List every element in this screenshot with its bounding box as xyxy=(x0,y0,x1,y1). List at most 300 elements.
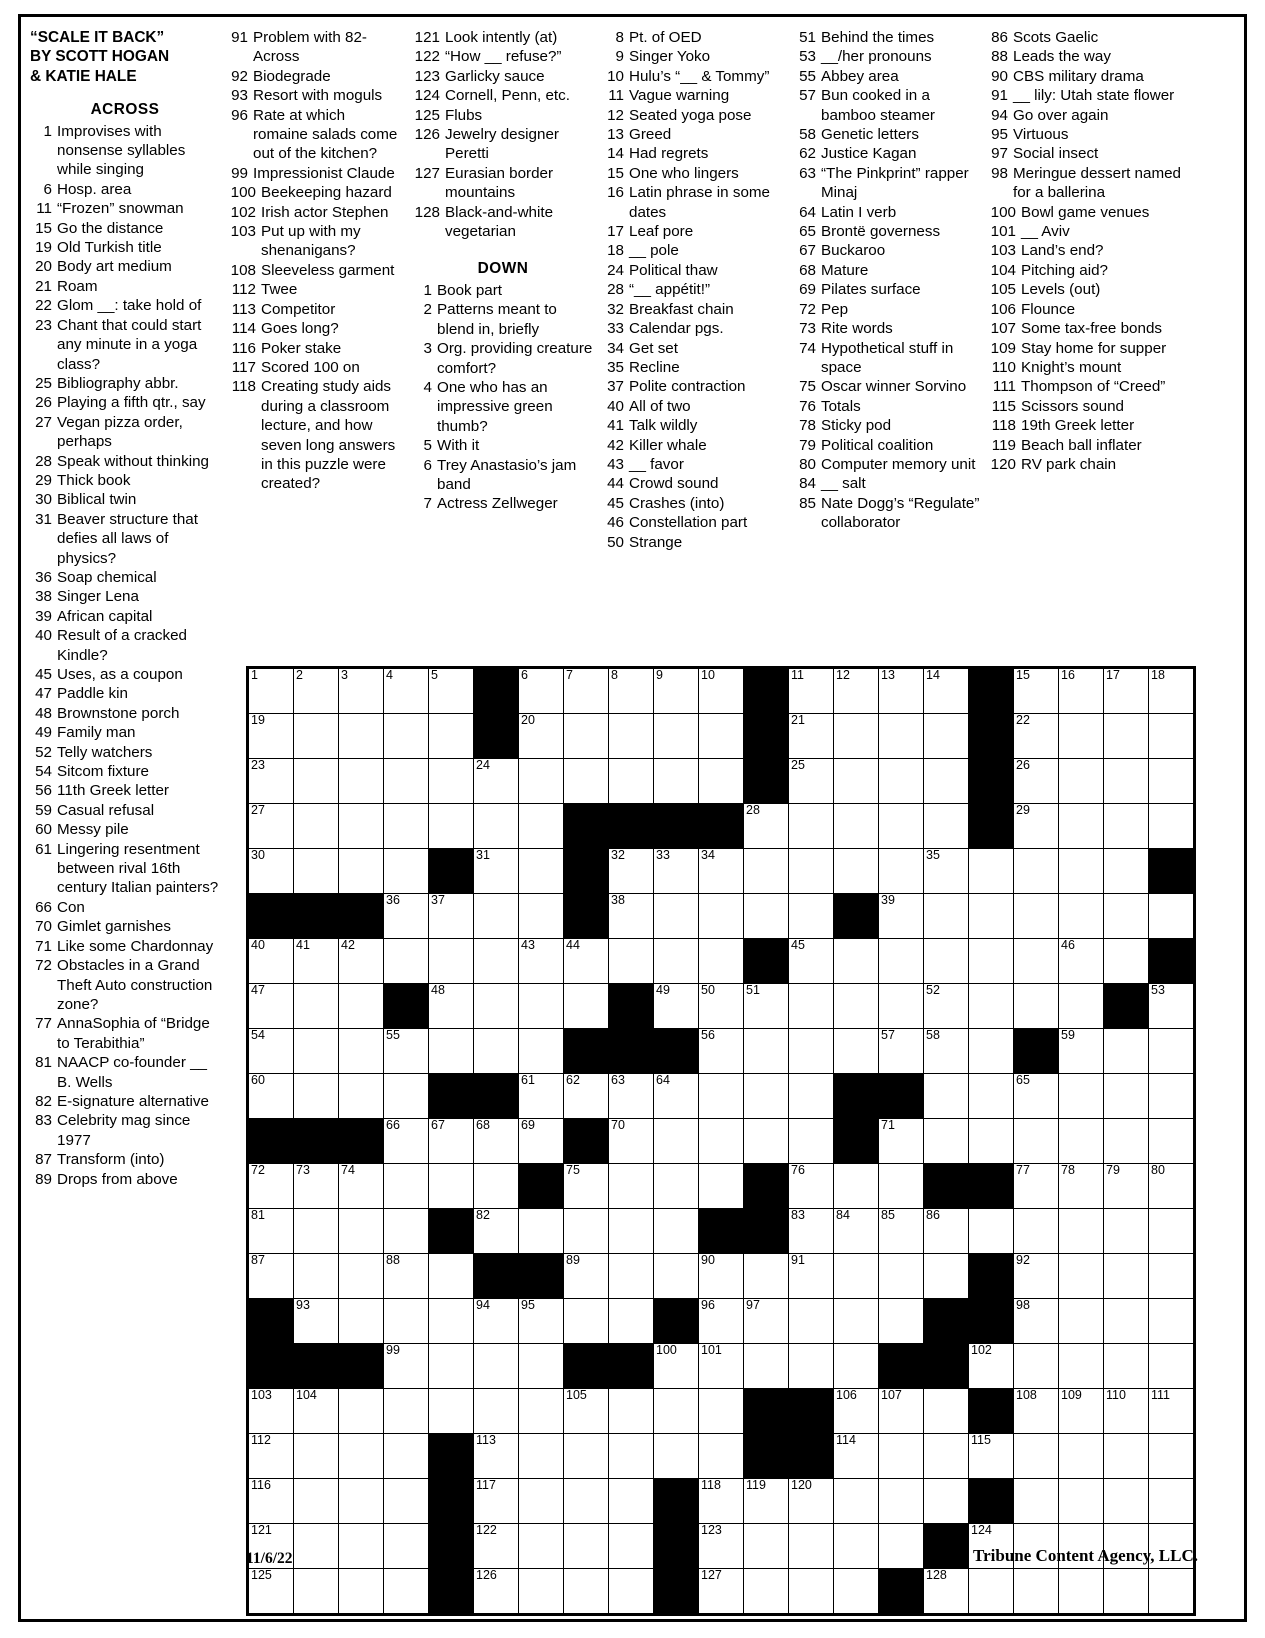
grid-cell[interactable] xyxy=(924,1029,969,1074)
grid-cell[interactable] xyxy=(1104,1119,1149,1164)
grid-cell[interactable] xyxy=(834,1389,879,1434)
grid-cell[interactable] xyxy=(924,1389,969,1434)
grid-cell[interactable] xyxy=(744,1119,789,1164)
grid-cell[interactable] xyxy=(789,1209,834,1254)
grid-cell[interactable] xyxy=(789,1119,834,1164)
grid-cell[interactable] xyxy=(1149,1569,1194,1614)
grid-cell[interactable] xyxy=(249,849,294,894)
grid-cell[interactable] xyxy=(834,1209,879,1254)
grid-cell[interactable] xyxy=(339,669,384,714)
grid-cell[interactable] xyxy=(744,1254,789,1299)
grid-cell[interactable] xyxy=(1104,759,1149,804)
grid-cell[interactable] xyxy=(1104,804,1149,849)
grid-cell[interactable] xyxy=(834,714,879,759)
grid-cell[interactable] xyxy=(1149,1209,1194,1254)
grid-cell[interactable] xyxy=(879,1164,924,1209)
grid-cell[interactable] xyxy=(339,759,384,804)
grid-cell[interactable] xyxy=(1104,939,1149,984)
grid-cell[interactable] xyxy=(294,1479,339,1524)
grid-cell[interactable] xyxy=(969,939,1014,984)
grid-cell[interactable] xyxy=(789,669,834,714)
grid-cell[interactable] xyxy=(609,1389,654,1434)
grid-cell[interactable] xyxy=(339,804,384,849)
grid-cell[interactable] xyxy=(1104,1434,1149,1479)
grid-cell[interactable] xyxy=(1149,804,1194,849)
grid-cell[interactable] xyxy=(924,1479,969,1524)
grid-cell[interactable] xyxy=(1014,1209,1059,1254)
grid-cell[interactable] xyxy=(879,669,924,714)
grid-cell[interactable] xyxy=(654,1254,699,1299)
grid-cell[interactable] xyxy=(339,1164,384,1209)
grid-cell[interactable] xyxy=(384,1299,429,1344)
grid-cell[interactable] xyxy=(744,1524,789,1569)
grid-cell[interactable] xyxy=(1149,1254,1194,1299)
grid-cell[interactable] xyxy=(384,714,429,759)
grid-cell[interactable] xyxy=(789,1254,834,1299)
grid-cell[interactable] xyxy=(384,1569,429,1614)
grid-cell[interactable] xyxy=(1014,1434,1059,1479)
grid-cell[interactable] xyxy=(519,894,564,939)
grid-cell[interactable] xyxy=(969,1569,1014,1614)
grid-cell[interactable] xyxy=(1104,1254,1149,1299)
grid-cell[interactable] xyxy=(654,1119,699,1164)
grid-cell[interactable] xyxy=(519,1209,564,1254)
grid-cell[interactable] xyxy=(294,1164,339,1209)
grid-cell[interactable] xyxy=(564,1074,609,1119)
grid-cell[interactable] xyxy=(429,1254,474,1299)
grid-cell[interactable] xyxy=(1059,669,1104,714)
grid-cell[interactable] xyxy=(654,984,699,1029)
grid-cell[interactable] xyxy=(339,1434,384,1479)
grid-cell[interactable] xyxy=(249,804,294,849)
grid-cell[interactable] xyxy=(1014,1164,1059,1209)
grid-cell[interactable] xyxy=(1059,1119,1104,1164)
grid-cell[interactable] xyxy=(699,849,744,894)
grid-cell[interactable] xyxy=(1014,1299,1059,1344)
grid-cell[interactable] xyxy=(294,1029,339,1074)
grid-cell[interactable] xyxy=(384,939,429,984)
grid-cell[interactable] xyxy=(834,1479,879,1524)
grid-cell[interactable] xyxy=(1014,1074,1059,1119)
grid-cell[interactable] xyxy=(699,1389,744,1434)
grid-cell[interactable] xyxy=(564,1209,609,1254)
grid-cell[interactable] xyxy=(294,1254,339,1299)
grid-cell[interactable] xyxy=(474,1209,519,1254)
grid-cell[interactable] xyxy=(879,1254,924,1299)
grid-cell[interactable] xyxy=(834,1344,879,1389)
grid-cell[interactable] xyxy=(744,1479,789,1524)
grid-cell[interactable] xyxy=(924,939,969,984)
grid-cell[interactable] xyxy=(969,984,1014,1029)
grid-cell[interactable] xyxy=(834,1164,879,1209)
grid-cell[interactable] xyxy=(879,939,924,984)
grid-cell[interactable] xyxy=(1059,1434,1104,1479)
grid-cell[interactable] xyxy=(879,894,924,939)
grid-cell[interactable] xyxy=(1104,1074,1149,1119)
grid-cell[interactable] xyxy=(699,1524,744,1569)
grid-cell[interactable] xyxy=(924,1569,969,1614)
grid-cell[interactable] xyxy=(1014,1344,1059,1389)
grid-cell[interactable] xyxy=(699,1299,744,1344)
grid-cell[interactable] xyxy=(339,849,384,894)
grid-cell[interactable] xyxy=(519,1119,564,1164)
grid-cell[interactable] xyxy=(249,984,294,1029)
grid-cell[interactable] xyxy=(1059,759,1104,804)
grid-cell[interactable] xyxy=(1059,1479,1104,1524)
grid-cell[interactable] xyxy=(384,669,429,714)
grid-cell[interactable] xyxy=(654,759,699,804)
grid-cell[interactable] xyxy=(384,1524,429,1569)
grid-cell[interactable] xyxy=(429,939,474,984)
grid-cell[interactable] xyxy=(654,714,699,759)
grid-cell[interactable] xyxy=(1149,1299,1194,1344)
grid-cell[interactable] xyxy=(1014,849,1059,894)
grid-cell[interactable] xyxy=(339,1479,384,1524)
grid-cell[interactable] xyxy=(1104,669,1149,714)
grid-cell[interactable] xyxy=(924,1209,969,1254)
grid-cell[interactable] xyxy=(384,849,429,894)
grid-cell[interactable] xyxy=(969,1119,1014,1164)
grid-cell[interactable] xyxy=(924,669,969,714)
crossword-grid[interactable] xyxy=(246,666,1196,1616)
grid-cell[interactable] xyxy=(384,1389,429,1434)
grid-cell[interactable] xyxy=(1014,1254,1059,1299)
grid-cell[interactable] xyxy=(474,1569,519,1614)
grid-cell[interactable] xyxy=(1104,1029,1149,1074)
grid-cell[interactable] xyxy=(519,714,564,759)
grid-cell[interactable] xyxy=(1104,1344,1149,1389)
grid-cell[interactable] xyxy=(1149,1434,1194,1479)
grid-cell[interactable] xyxy=(249,1074,294,1119)
grid-cell[interactable] xyxy=(564,1524,609,1569)
grid-cell[interactable] xyxy=(699,939,744,984)
grid-cell[interactable] xyxy=(609,939,654,984)
grid-cell[interactable] xyxy=(699,669,744,714)
grid-cell[interactable] xyxy=(564,939,609,984)
grid-cell[interactable] xyxy=(789,1164,834,1209)
grid-cell[interactable] xyxy=(744,804,789,849)
grid-cell[interactable] xyxy=(609,1254,654,1299)
grid-cell[interactable] xyxy=(1104,894,1149,939)
grid-cell[interactable] xyxy=(1149,714,1194,759)
grid-cell[interactable] xyxy=(744,1299,789,1344)
grid-cell[interactable] xyxy=(924,849,969,894)
grid-cell[interactable] xyxy=(1059,1164,1104,1209)
grid-cell[interactable] xyxy=(474,1164,519,1209)
grid-cell[interactable] xyxy=(654,1389,699,1434)
grid-cell[interactable] xyxy=(789,1479,834,1524)
grid-cell[interactable] xyxy=(429,1344,474,1389)
grid-cell[interactable] xyxy=(699,1164,744,1209)
grid-cell[interactable] xyxy=(1149,1029,1194,1074)
grid-cell[interactable] xyxy=(924,984,969,1029)
grid-cell[interactable] xyxy=(789,1029,834,1074)
grid-cell[interactable] xyxy=(924,1074,969,1119)
grid-cell[interactable] xyxy=(249,714,294,759)
grid-cell[interactable] xyxy=(294,1074,339,1119)
grid-cell[interactable] xyxy=(519,1524,564,1569)
grid-cell[interactable] xyxy=(339,1254,384,1299)
grid-cell[interactable] xyxy=(1059,984,1104,1029)
grid-cell[interactable] xyxy=(339,939,384,984)
grid-cell[interactable] xyxy=(384,1119,429,1164)
grid-cell[interactable] xyxy=(1149,669,1194,714)
grid-cell[interactable] xyxy=(789,939,834,984)
grid-cell[interactable] xyxy=(1149,1164,1194,1209)
grid-cell[interactable] xyxy=(654,669,699,714)
grid-cell[interactable] xyxy=(789,1074,834,1119)
grid-cell[interactable] xyxy=(384,1029,429,1074)
grid-cell[interactable] xyxy=(969,1434,1014,1479)
grid-cell[interactable] xyxy=(609,1299,654,1344)
grid-cell[interactable] xyxy=(339,1299,384,1344)
grid-cell[interactable] xyxy=(699,1569,744,1614)
grid-cell[interactable] xyxy=(699,984,744,1029)
grid-cell[interactable] xyxy=(609,1164,654,1209)
grid-cell[interactable] xyxy=(1104,714,1149,759)
grid-cell[interactable] xyxy=(339,1074,384,1119)
grid-cell[interactable] xyxy=(339,714,384,759)
grid-cell[interactable] xyxy=(969,1029,1014,1074)
grid-cell[interactable] xyxy=(969,1344,1014,1389)
grid-cell[interactable] xyxy=(1059,939,1104,984)
grid-cell[interactable] xyxy=(609,1209,654,1254)
grid-cell[interactable] xyxy=(699,1434,744,1479)
grid-cell[interactable] xyxy=(744,1029,789,1074)
grid-cell[interactable] xyxy=(654,939,699,984)
grid-cell[interactable] xyxy=(294,849,339,894)
grid-cell[interactable] xyxy=(474,1119,519,1164)
grid-cell[interactable] xyxy=(384,759,429,804)
grid-cell[interactable] xyxy=(1059,894,1104,939)
grid-cell[interactable] xyxy=(744,984,789,1029)
grid-cell[interactable] xyxy=(789,1299,834,1344)
grid-cell[interactable] xyxy=(609,714,654,759)
grid-cell[interactable] xyxy=(834,1029,879,1074)
grid-cell[interactable] xyxy=(699,1029,744,1074)
grid-cell[interactable] xyxy=(924,1119,969,1164)
grid-cell[interactable] xyxy=(384,1164,429,1209)
grid-cell[interactable] xyxy=(1059,1209,1104,1254)
grid-cell[interactable] xyxy=(699,1479,744,1524)
grid-cell[interactable] xyxy=(1149,1479,1194,1524)
grid-cell[interactable] xyxy=(294,714,339,759)
grid-cell[interactable] xyxy=(564,1164,609,1209)
grid-cell[interactable] xyxy=(924,759,969,804)
grid-cell[interactable] xyxy=(339,1209,384,1254)
grid-cell[interactable] xyxy=(1104,1569,1149,1614)
grid-cell[interactable] xyxy=(1104,1299,1149,1344)
grid-cell[interactable] xyxy=(474,1344,519,1389)
grid-cell[interactable] xyxy=(834,939,879,984)
grid-cell[interactable] xyxy=(474,939,519,984)
grid-cell[interactable] xyxy=(429,1119,474,1164)
grid-cell[interactable] xyxy=(1014,804,1059,849)
grid-cell[interactable] xyxy=(834,849,879,894)
grid-cell[interactable] xyxy=(519,669,564,714)
grid-cell[interactable] xyxy=(789,714,834,759)
grid-cell[interactable] xyxy=(1014,714,1059,759)
grid-cell[interactable] xyxy=(654,894,699,939)
grid-cell[interactable] xyxy=(1104,1479,1149,1524)
grid-cell[interactable] xyxy=(519,1299,564,1344)
grid-cell[interactable] xyxy=(249,1209,294,1254)
grid-cell[interactable] xyxy=(249,1389,294,1434)
grid-cell[interactable] xyxy=(519,1344,564,1389)
grid-cell[interactable] xyxy=(609,1434,654,1479)
grid-cell[interactable] xyxy=(654,1164,699,1209)
grid-cell[interactable] xyxy=(1059,1029,1104,1074)
grid-cell[interactable] xyxy=(879,1389,924,1434)
grid-cell[interactable] xyxy=(789,984,834,1029)
grid-cell[interactable] xyxy=(1104,1209,1149,1254)
grid-cell[interactable] xyxy=(429,759,474,804)
grid-cell[interactable] xyxy=(294,939,339,984)
grid-cell[interactable] xyxy=(1059,804,1104,849)
grid-cell[interactable] xyxy=(474,1029,519,1074)
grid-cell[interactable] xyxy=(654,1209,699,1254)
grid-cell[interactable] xyxy=(609,759,654,804)
grid-cell[interactable] xyxy=(339,984,384,1029)
grid-cell[interactable] xyxy=(249,1479,294,1524)
grid-cell[interactable] xyxy=(1149,1119,1194,1164)
grid-cell[interactable] xyxy=(879,804,924,849)
grid-cell[interactable] xyxy=(564,669,609,714)
grid-cell[interactable] xyxy=(609,669,654,714)
grid-cell[interactable] xyxy=(699,1344,744,1389)
grid-cell[interactable] xyxy=(1104,849,1149,894)
grid-cell[interactable] xyxy=(474,849,519,894)
grid-cell[interactable] xyxy=(1014,1569,1059,1614)
grid-cell[interactable] xyxy=(294,984,339,1029)
grid-cell[interactable] xyxy=(879,849,924,894)
grid-cell[interactable] xyxy=(564,1569,609,1614)
grid-cell[interactable] xyxy=(294,1524,339,1569)
grid-cell[interactable] xyxy=(1149,984,1194,1029)
grid-cell[interactable] xyxy=(474,804,519,849)
grid-cell[interactable] xyxy=(789,759,834,804)
grid-cell[interactable] xyxy=(564,1389,609,1434)
grid-cell[interactable] xyxy=(384,804,429,849)
grid-cell[interactable] xyxy=(249,1164,294,1209)
grid-cell[interactable] xyxy=(519,759,564,804)
grid-cell[interactable] xyxy=(924,1254,969,1299)
grid-cell[interactable] xyxy=(1059,1299,1104,1344)
grid-cell[interactable] xyxy=(1149,1074,1194,1119)
grid-cell[interactable] xyxy=(294,1569,339,1614)
grid-cell[interactable] xyxy=(699,1119,744,1164)
grid-cell[interactable] xyxy=(1149,759,1194,804)
grid-cell[interactable] xyxy=(609,1479,654,1524)
grid-cell[interactable] xyxy=(924,714,969,759)
grid-cell[interactable] xyxy=(564,1299,609,1344)
grid-cell[interactable] xyxy=(1149,1344,1194,1389)
grid-cell[interactable] xyxy=(789,804,834,849)
grid-cell[interactable] xyxy=(474,1389,519,1434)
grid-cell[interactable] xyxy=(1014,939,1059,984)
grid-cell[interactable] xyxy=(879,1209,924,1254)
grid-cell[interactable] xyxy=(519,1569,564,1614)
grid-cell[interactable] xyxy=(609,1119,654,1164)
grid-cell[interactable] xyxy=(879,1029,924,1074)
grid-cell[interactable] xyxy=(609,849,654,894)
grid-cell[interactable] xyxy=(879,1299,924,1344)
grid-cell[interactable] xyxy=(744,1569,789,1614)
grid-cell[interactable] xyxy=(609,1569,654,1614)
grid-cell[interactable] xyxy=(1014,759,1059,804)
grid-cell[interactable] xyxy=(654,849,699,894)
grid-cell[interactable] xyxy=(294,669,339,714)
grid-cell[interactable] xyxy=(249,669,294,714)
grid-cell[interactable] xyxy=(429,1389,474,1434)
grid-cell[interactable] xyxy=(1014,1389,1059,1434)
grid-cell[interactable] xyxy=(294,1209,339,1254)
grid-cell[interactable] xyxy=(384,1254,429,1299)
grid-cell[interactable] xyxy=(1014,894,1059,939)
grid-cell[interactable] xyxy=(519,1434,564,1479)
grid-cell[interactable] xyxy=(429,1029,474,1074)
grid-cell[interactable] xyxy=(384,1209,429,1254)
grid-cell[interactable] xyxy=(249,759,294,804)
grid-cell[interactable] xyxy=(519,939,564,984)
grid-cell[interactable] xyxy=(1059,849,1104,894)
grid-cell[interactable] xyxy=(879,714,924,759)
grid-cell[interactable] xyxy=(1014,984,1059,1029)
grid-cell[interactable] xyxy=(1014,669,1059,714)
grid-cell[interactable] xyxy=(924,804,969,849)
grid-cell[interactable] xyxy=(969,1074,1014,1119)
grid-cell[interactable] xyxy=(1014,1119,1059,1164)
grid-cell[interactable] xyxy=(789,1569,834,1614)
grid-cell[interactable] xyxy=(879,1479,924,1524)
grid-cell[interactable] xyxy=(474,894,519,939)
grid-cell[interactable] xyxy=(474,1434,519,1479)
grid-cell[interactable] xyxy=(1059,1569,1104,1614)
grid-cell[interactable] xyxy=(294,759,339,804)
grid-cell[interactable] xyxy=(519,1029,564,1074)
grid-cell[interactable] xyxy=(699,894,744,939)
grid-cell[interactable] xyxy=(969,849,1014,894)
grid-cell[interactable] xyxy=(564,759,609,804)
grid-cell[interactable] xyxy=(564,1434,609,1479)
grid-cell[interactable] xyxy=(834,1524,879,1569)
grid-cell[interactable] xyxy=(519,984,564,1029)
grid-cell[interactable] xyxy=(384,1344,429,1389)
grid-cell[interactable] xyxy=(789,1344,834,1389)
grid-cell[interactable] xyxy=(339,1029,384,1074)
grid-cell[interactable] xyxy=(1059,1344,1104,1389)
grid-cell[interactable] xyxy=(249,1569,294,1614)
grid-cell[interactable] xyxy=(834,804,879,849)
grid-cell[interactable] xyxy=(609,1524,654,1569)
grid-cell[interactable] xyxy=(654,1344,699,1389)
grid-cell[interactable] xyxy=(564,714,609,759)
grid-cell[interactable] xyxy=(969,1209,1014,1254)
grid-cell[interactable] xyxy=(429,804,474,849)
grid-cell[interactable] xyxy=(744,1344,789,1389)
grid-cell[interactable] xyxy=(294,804,339,849)
grid-cell[interactable] xyxy=(294,1434,339,1479)
grid-cell[interactable] xyxy=(384,1074,429,1119)
grid-cell[interactable] xyxy=(249,1434,294,1479)
grid-cell[interactable] xyxy=(564,1254,609,1299)
grid-cell[interactable] xyxy=(429,669,474,714)
grid-cell[interactable] xyxy=(789,894,834,939)
grid-cell[interactable] xyxy=(429,1299,474,1344)
grid-cell[interactable] xyxy=(609,894,654,939)
grid-cell[interactable] xyxy=(564,1479,609,1524)
grid-cell[interactable] xyxy=(429,984,474,1029)
